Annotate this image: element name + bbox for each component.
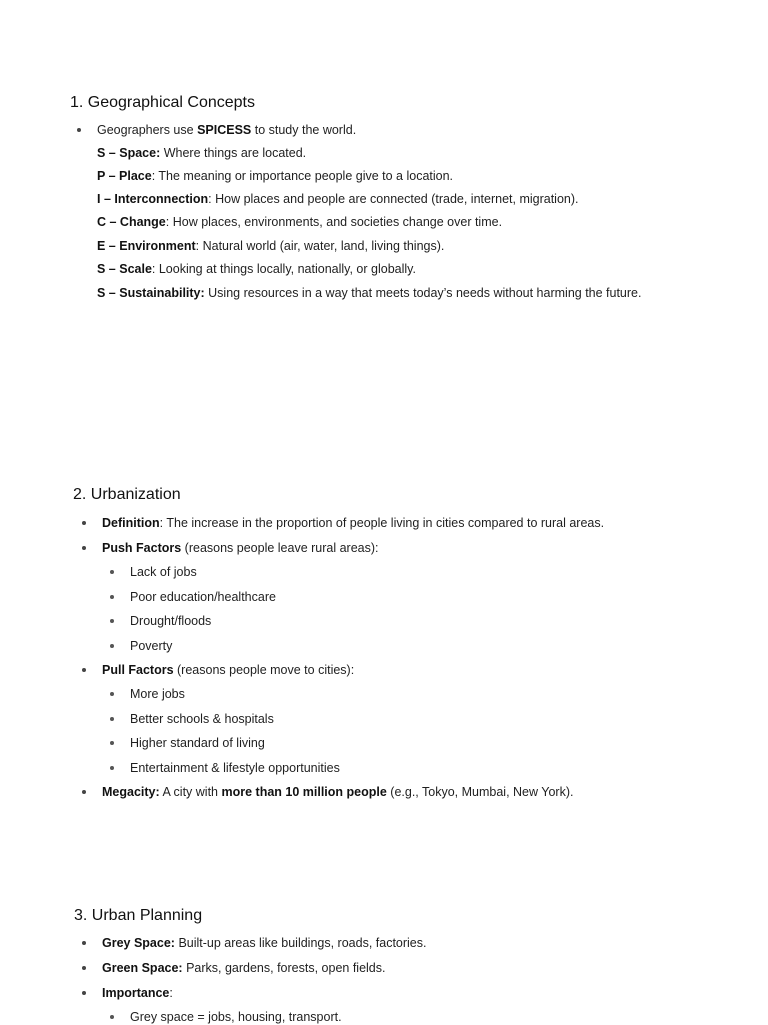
- bullet-icon: [110, 741, 114, 745]
- pull-factor-item: Entertainment & lifestyle opportunities: [130, 761, 340, 775]
- concept-place: P – Place: The meaning or importance people give to a location.: [97, 169, 454, 183]
- section-1-heading: 1. Geographical Concepts: [70, 94, 255, 111]
- bullet-icon: [110, 766, 114, 770]
- bullet-icon: [82, 546, 86, 550]
- bullet-icon: [110, 570, 114, 574]
- section-2-heading: 2. Urbanization: [73, 486, 181, 503]
- concept-space: S – Space: Where things are located.: [97, 146, 307, 160]
- bullet-icon: [110, 619, 114, 623]
- concept-interconnection: I – Interconnection: How places and people are connected (trade, internet, migration).: [97, 192, 579, 206]
- push-factors: Push Factors (reasons people leave rural areas):: [102, 541, 379, 555]
- green-space: Green Space: Parks, gardens, forests, open fields.: [102, 961, 386, 975]
- bullet-icon: [82, 668, 86, 672]
- spicess-intro: Geographers use SPICESS to study the world.: [97, 123, 357, 137]
- pull-factor-item: Higher standard of living: [130, 736, 265, 750]
- megacity-definition: Megacity: A city with more than 10 million people (e.g., Tokyo, Mumbai, New York).: [102, 785, 574, 799]
- bullet-icon: [110, 692, 114, 696]
- section-3-heading: 3. Urban Planning: [74, 907, 203, 924]
- pull-factors: Pull Factors (reasons people move to cities):: [102, 663, 355, 677]
- bullet-icon: [82, 941, 86, 945]
- bullet-icon: [82, 966, 86, 970]
- bullet-icon: [110, 595, 114, 599]
- pull-factor-item: Better schools & hospitals: [130, 712, 274, 726]
- bullet-icon: [77, 128, 81, 132]
- push-factor-item: Poverty: [130, 639, 173, 653]
- bullet-icon: [82, 991, 86, 995]
- concept-scale: S – Scale: Looking at things locally, nationally, or globally.: [97, 262, 416, 276]
- grey-space: Grey Space: Built-up areas like buildings, roads, factories.: [102, 936, 427, 950]
- pull-factor-item: More jobs: [130, 687, 185, 701]
- bullet-icon: [110, 1015, 114, 1019]
- bullet-icon: [82, 790, 86, 794]
- push-factor-item: Lack of jobs: [130, 565, 197, 579]
- bullet-icon: [110, 644, 114, 648]
- urbanization-definition: Definition: The increase in the proportion of people living in cities compared to rural areas.: [102, 516, 605, 530]
- push-factor-item: Drought/floods: [130, 614, 212, 628]
- concept-change: C – Change: How places, environments, and societies change over time.: [97, 215, 503, 229]
- importance: Importance:: [102, 986, 173, 1000]
- push-factor-item: Poor education/healthcare: [130, 590, 276, 604]
- bullet-icon: [82, 521, 86, 525]
- concept-environment: E – Environment: Natural world (air, water, land, living things).: [97, 239, 445, 253]
- bullet-icon: [110, 717, 114, 721]
- concept-sustainability: S – Sustainability: Using resources in a way that meets today’s needs without harming the future.: [97, 286, 642, 300]
- importance-item: Grey space = jobs, housing, transport.: [130, 1010, 342, 1024]
